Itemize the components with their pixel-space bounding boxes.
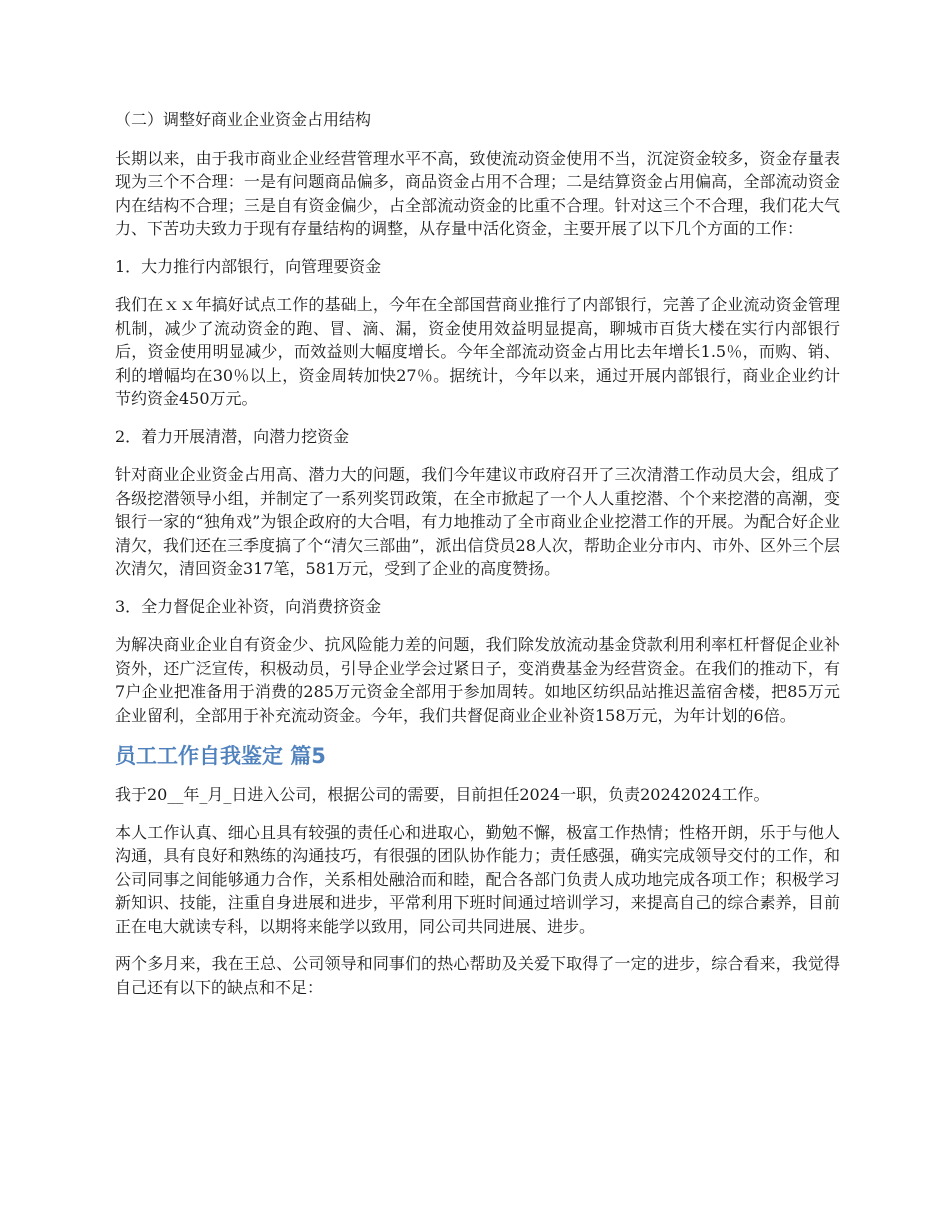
item-body: 针对商业企业资金占用高、潜力大的问题，我们今年建议市政府召开了三次清潜工作动员大会，组成了各级挖潜领导小组，并制定了一系列奖罚政策，在全市掀起了一个人人重挖潜、个个来挖潜的高潮，变银行一家的“独角戏”为银企政府的大合唱，有力地推动了全市商业企业挖潜工作的开展。为配合好企业清欠，我们还在三季度搞了个“清欠三部曲”，派出信贷员28人次，帮助企业分市内、市外、区外三个层次清欠，清回资金317笔，581万元，受到了企业的高度赞扬。 — [115, 465, 840, 578]
article-paragraph: 我于20__年_月_日进入公司，根据公司的需要，目前担任2024一职，负责20242024工作。 — [115, 785, 770, 804]
article-paragraph: 两个多月来，我在王总、公司领导和同事们的热心帮助及关爱下取得了一定的进步，综合看来，我觉得自己还有以下的缺点和不足： — [115, 954, 840, 997]
item-title: 1．大力推行内部银行，向管理要资金 — [115, 256, 382, 276]
item-title: 2．着力开展清潜，向潜力挖资金 — [115, 426, 350, 446]
item-body: 我们在ｘｘ年搞好试点工作的基础上，今年在全部国营商业推行了内部银行，完善了企业流动资金管理机制，减少了流动资金的跑、冒、滴、漏，资金使用效益明显提高，聊城市百货大楼在实行内部银行后，资金使用明显减少，而效益则大幅度增长。今年全部流动资金占用比去年增长1.5％，而购、销、利的增幅均在30％以上，资金周转加快27％。据统计，今年以来，通过开展内部银行，商业企业约计节约资金450万元。 — [115, 295, 840, 408]
article-paragraph: 本人工作认真、细心且具有较强的责任心和进取心，勤勉不懈，极富工作热情；性格开朗，乐于与他人沟通，具有良好和熟练的沟通技巧，有很强的团队协作能力；责任感强，确实完成领导交付的工作，和公司同事之间能够通力合作，关系相处融洽而和睦，配合各部门负责人成功地完成各项工作；积极学习新知识、技能，注重自身进展和进步，平常利用下班时间通过培训学习，来提高自己的综合素养，目前正在电大就读专科，以期将来能学以致用，同公司共同进展、进步。 — [115, 822, 840, 936]
section-subheading: （二）调整好商业企业资金占用结构 — [115, 110, 372, 129]
article-title: 员工工作自我鉴定 篇5 — [115, 744, 326, 768]
item-title: 3．全力督促企业补资，向消费挤资金 — [115, 596, 382, 616]
intro-paragraph: 长期以来，由于我市商业企业经营管理水平不高，致使流动资金使用不当，沉淀资金较多，资金存量表现为三个不合理：一是有问题商品偏多，商品资金占用不合理；二是结算资金占用偏高，全部流动资金内在结构不合理；三是自有资金偏少，占全部流动资金的比重不合理。针对这三个不合理，我们花大气力、下苦功夫致力于现有存量结构的调整，从存量中活化资金，主要开展了以下几个方面的工作： — [115, 148, 840, 238]
document-body — [115, 108, 840, 1013]
item-body: 为解决商业企业自有资金少、抗风险能力差的问题，我们除发放流动基金贷款利用利率杠杆督促企业补资外，还广泛宣传，积极动员，引导企业学会过紧日子，变消费基金为经营资金。在我们的推动下，有7户企业把准备用于消费的285万元资金全部用于参加周转。如地区纺织品站推迟盖宿舍楼，把85万元企业留利，全部用于补充流动资金。今年，我们共督促商业企业补资158万元，为年计划的6倍。 — [115, 635, 840, 725]
